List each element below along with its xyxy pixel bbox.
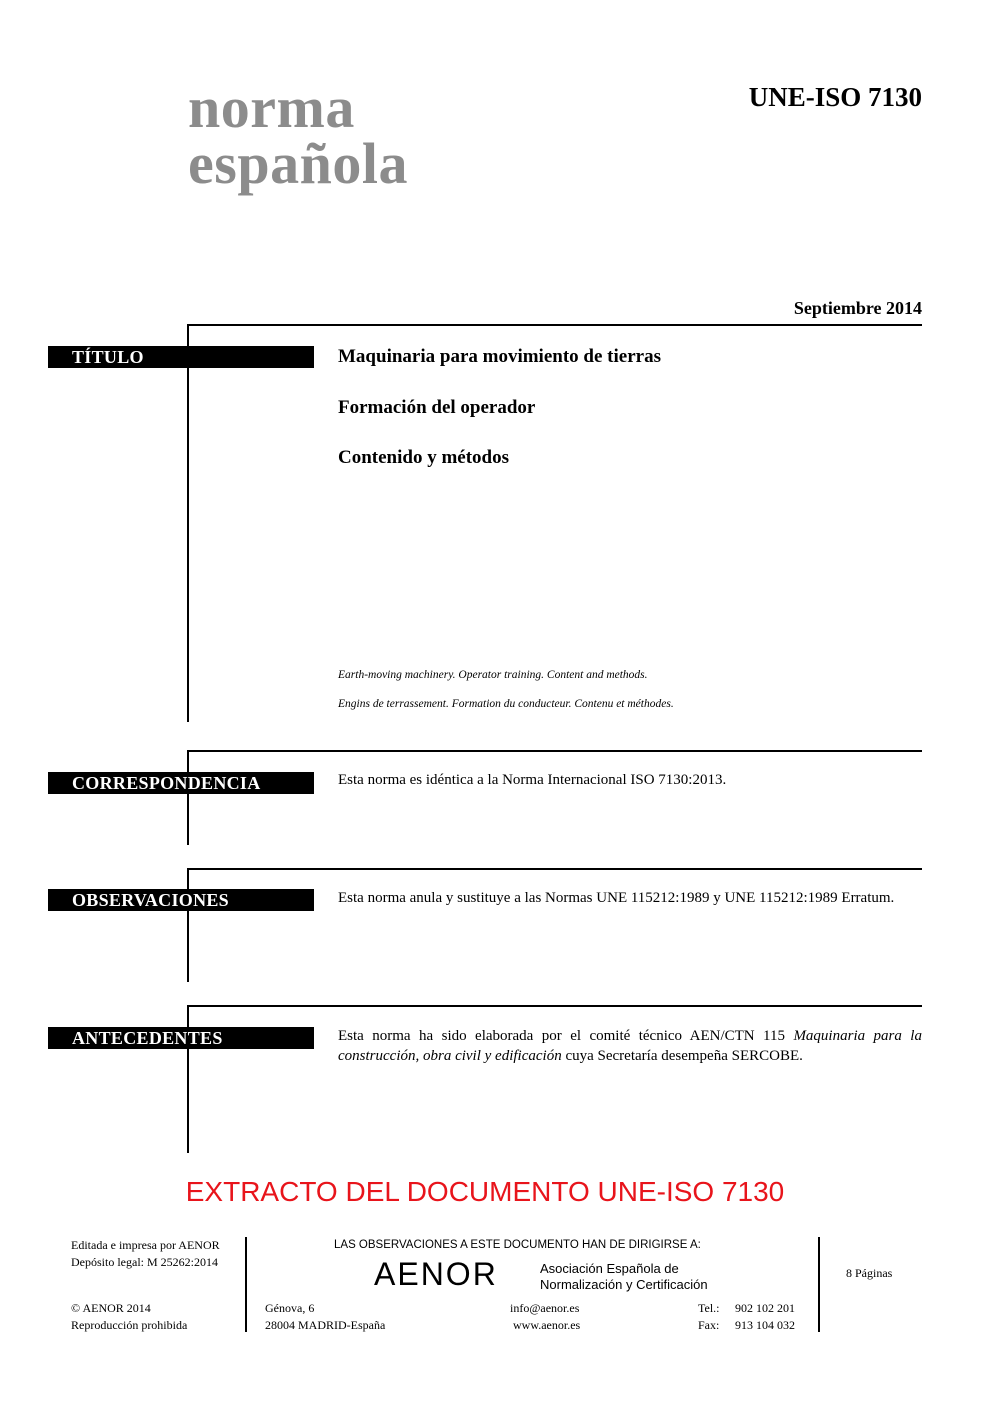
- footer-edited: Editada e impresa por AENOR: [71, 1238, 220, 1252]
- antecedentes-text: [338, 1026, 922, 1066]
- section-divider: [188, 750, 922, 752]
- page-count: 8 Páginas: [846, 1266, 893, 1280]
- aenor-org-line-2: Normalización y Certificación: [540, 1277, 708, 1292]
- aenor-logo: AENOR: [374, 1256, 498, 1292]
- section-divider: [188, 324, 922, 326]
- footer-tel: 902 102 201: [735, 1301, 795, 1315]
- footer-address-line-1: Génova, 6: [265, 1301, 315, 1315]
- footer-fax-label: Fax:: [698, 1318, 720, 1332]
- aenor-org-line-1: Asociación Española de: [540, 1261, 679, 1276]
- label-titulo: TÍTULO: [48, 346, 314, 368]
- footer-contact: [510, 1300, 580, 1334]
- committee-name: Maquinaria para la construcción, obra civil y edificación: [338, 1028, 922, 1064]
- label-antecedentes: ANTECEDENTES: [48, 1027, 314, 1049]
- footer-copyright-info: [71, 1300, 187, 1334]
- title-spanish-line-3: Contenido y métodos: [338, 447, 510, 468]
- brand-title: [188, 75, 408, 196]
- publication-date: Septiembre 2014: [793, 298, 922, 318]
- standard-code: UNE-ISO 7130: [748, 82, 922, 112]
- footer-phone-numbers: [735, 1300, 795, 1334]
- brand-line-2: española: [188, 131, 408, 196]
- label-correspondencia: CORRESPONDENCIA: [48, 772, 314, 794]
- footer-web[interactable]: www.aenor.es: [513, 1318, 581, 1332]
- footer-fax: 913 104 032: [735, 1318, 795, 1332]
- label-observaciones: OBSERVACIONES: [48, 889, 314, 911]
- section-vertical-rule: [187, 868, 189, 982]
- footer-tel-label: Tel.:: [698, 1301, 720, 1315]
- footer-divider: [245, 1237, 247, 1332]
- title-spanish-line-2: Formación del operador: [338, 397, 536, 418]
- antecedentes-text-start: Esta norma ha sido elaborada por el comité técnico AEN/CTN 115: [338, 1028, 794, 1044]
- footer-address-line-2: 28004 MADRID-España: [265, 1318, 386, 1332]
- footer-phone-labels: [698, 1300, 720, 1334]
- section-divider: [188, 868, 922, 870]
- brand-line-1: norma: [188, 75, 355, 140]
- antecedentes-text-end: cuya Secretaría desempeña SERCOBE.: [561, 1048, 803, 1064]
- footer-deposit: Depósito legal: M 25262:2014: [71, 1255, 218, 1269]
- section-vertical-rule: [187, 324, 189, 722]
- footer-reproduction: Reproducción prohibida: [71, 1318, 188, 1332]
- footer-edition-info: [71, 1237, 220, 1271]
- footer-copyright: © AENOR 2014: [71, 1301, 151, 1315]
- title-french: Engins de terrassement. Formation du conducteur. Contenu et méthodes.: [338, 698, 674, 710]
- footer-email[interactable]: info@aenor.es: [510, 1301, 580, 1315]
- section-divider: [188, 1005, 922, 1007]
- title-english: Earth-moving machinery. Operator training. Content and methods.: [338, 669, 648, 681]
- extract-watermark: EXTRACTO DEL DOCUMENTO UNE-ISO 7130: [185, 1176, 785, 1207]
- title-spanish-line-1: Maquinaria para movimiento de tierras: [338, 346, 661, 367]
- footer-notice: LAS OBSERVACIONES A ESTE DOCUMENTO HAN DE DIRIGIRSE A:: [334, 1239, 701, 1251]
- footer-divider: [818, 1237, 820, 1332]
- correspondencia-text: Esta norma es idéntica a la Norma Internacional ISO 7130:2013.: [338, 772, 727, 788]
- aenor-org-name: [540, 1261, 708, 1293]
- observaciones-text: Esta norma anula y sustituye a las Normas UNE 115212:1989 y UNE 115212:1989 Erratum.: [338, 890, 895, 906]
- section-vertical-rule: [187, 750, 189, 845]
- footer-address: [265, 1300, 385, 1334]
